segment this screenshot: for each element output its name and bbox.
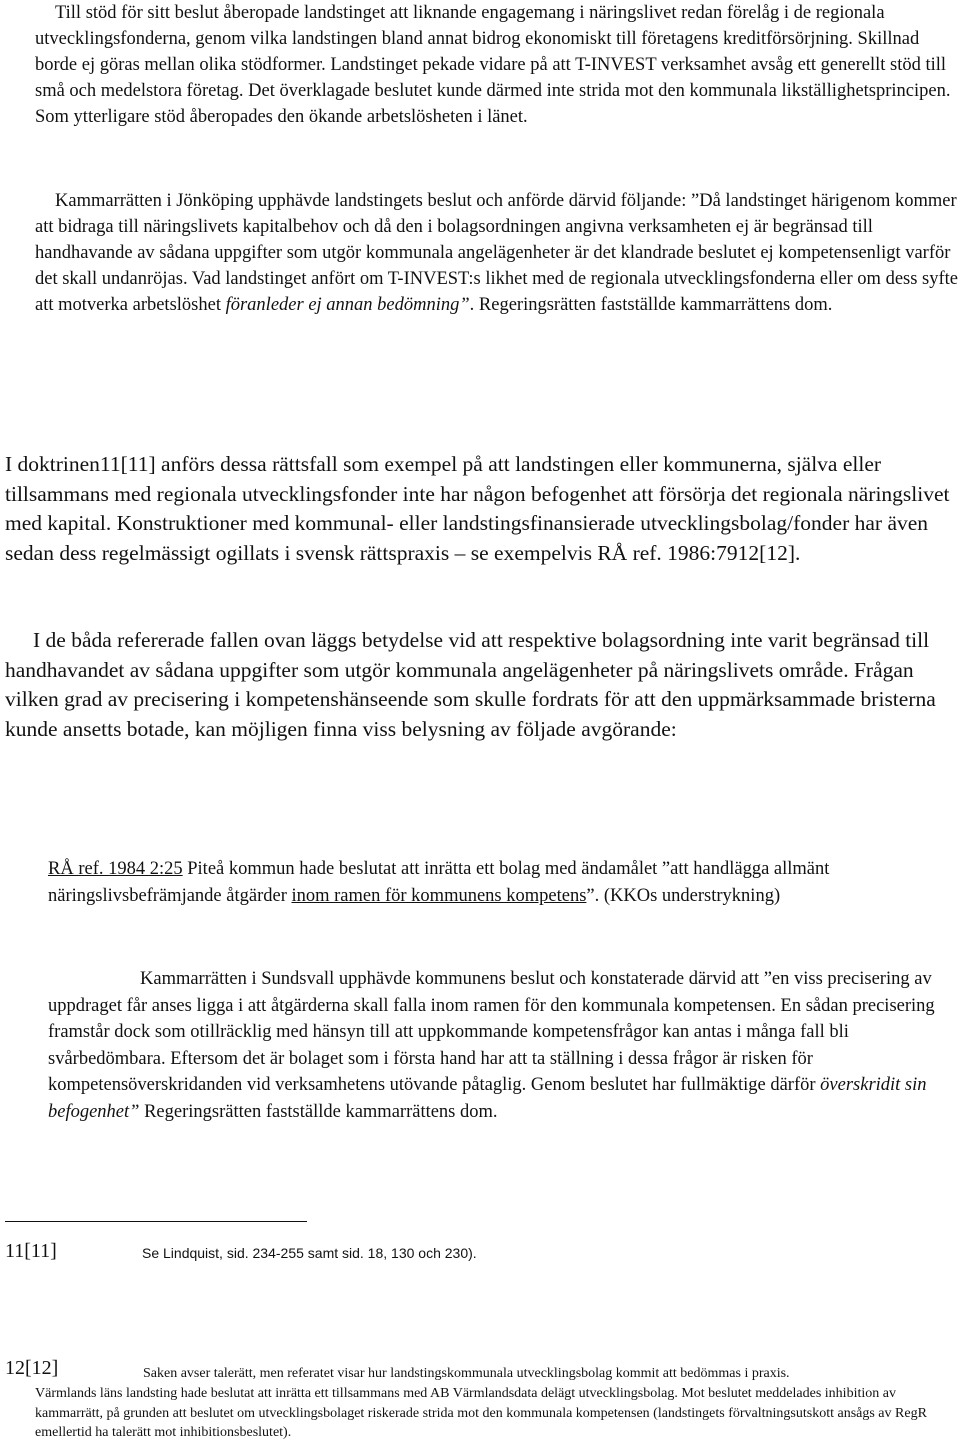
footnote-12-line1: Saken avser talerätt, men referatet visar hur landstingskommunala utvecklingsbolag kommit att bedömmas i praxis. bbox=[143, 1366, 790, 1381]
quote-1-tail: ”. (KKOs understrykning) bbox=[586, 885, 781, 906]
quote-2-text: Kammarrätten i Sundsvall upphävde kommunens beslut och konstaterade därvid att ”en viss precisering av uppdraget får anses ligga i att åtgärderna skall falla inom ramen för den kommunala kompetensen. En sådan precisering framstår dock som otillräcklig med hänsyn till att uppkommande kompetensfrågor kan antas i många fall bli svårbedömbara. Eftersom det är bolaget som i första hand har att ta ställning i dessa frågor är risken för kompetensöverskridanden vid verksamhetens utövande påtaglig. Genom beslutet har fullmäktige därför bbox=[48, 969, 935, 1095]
quote-2-tail: Regeringsrätten fastställde kammarrättens dom. bbox=[139, 1101, 498, 1122]
paragraph-4 bbox=[5, 626, 955, 744]
quote-1-text: Piteå kommun hade beslutat att inrätta ett bolag med ändamålet ”att handlägga allmänt näringslivsbefrämjande åtgärder bbox=[48, 859, 830, 906]
footnote-12 bbox=[5, 1357, 955, 1380]
footnote-11-text: Se Lindquist, sid. 234-255 samt sid. 18, 130 och 230). bbox=[142, 1245, 477, 1261]
paragraph-1 bbox=[35, 0, 960, 130]
paragraph-2 bbox=[35, 188, 960, 318]
paragraph-3-text: I doktrinen11[11] anförs dessa rättsfall som exempel på att landstingen eller kommunerna, själva eller tillsammans med regionala utvecklingsfonder inte har någon befogenhet att försörja det regionala näringslivet med kapital. Konstruktioner med kommunal- eller landstingsfinansierade utvecklingsbolag/fonder har även sedan dess regelmässigt ogillats i svensk rättspraxis – se exempelvis RÅ ref. 1986:7912[12]. bbox=[5, 452, 950, 565]
paragraph-3 bbox=[5, 450, 955, 568]
paragraph-2-italic: föranleder ej annan bedömning” bbox=[225, 295, 470, 315]
paragraph-2-text: Kammarrätten i Jönköping upphävde landstingets beslut och anförde därvid följande: ”Då landstinget härigenom kommer att bidraga till näringslivets kapitalbehov och då den i bolagsordningen angivna verksamheten ej är begränsad till handhavande av sådana uppgifter som utgör kommunala angelägenheter är det klandrade beslutet ej kompetensenligt varför det skall undanröjas. Vad landstinget anfört om T-INVEST:s likhet med de regionala utvecklingsfonderna eller om dess syfte att motverka arbetslöshet bbox=[35, 191, 959, 315]
footnote-divider bbox=[5, 1221, 307, 1222]
quote-1 bbox=[48, 856, 953, 909]
case-reference: RÅ ref. 1984 2:25 bbox=[48, 859, 183, 879]
quote-1-underlined: inom ramen för kommunens kompetens bbox=[291, 885, 587, 906]
paragraph-4-text: I de båda refererade fallen ovan läggs betydelse vid att respektive bolagsordning inte varit begränsad till handhavandet av sådana uppgifter som utgör kommunala angelägenheter på näringslivets område. Frågan vilken grad av precisering i kompetenshänseende som skulle fordrats för att den uppmärksammade bristerna kunde ansetts botade, kan möjligen finna viss belysning av följade avgörande: bbox=[5, 628, 936, 741]
quote-2-italic: överskridit sin befogenhet” bbox=[48, 1075, 927, 1122]
footnote-12-marker: 12[12] bbox=[5, 1357, 59, 1379]
paragraph-1-text: Till stöd för sitt beslut åberopade landstinget att liknande engagemang i näringslivet redan förelåg i de regionala utvecklingsfonderna, genom vilka landstingen bland annat bidrog ekonomiskt till företagens kreditförsörjning. Skillnad borde ej göras mellan olika stödformer. Landstinget pekade vidare på att T-INVEST verksamhet avsåg ett generellt stöd till små och medelstora företag. Det överklagade beslutet kunde därmed inte strida mot den kommunala likställighetsprincipen. Som ytterligare stöd åberopades den ökande arbetslösheten i länet. bbox=[35, 3, 951, 127]
quote-2 bbox=[48, 966, 958, 1125]
footnote-11 bbox=[5, 1240, 955, 1263]
footnote-12-rest bbox=[35, 1384, 955, 1443]
footnote-11-marker: 11[11] bbox=[5, 1240, 57, 1262]
paragraph-2-tail: . Regeringsrätten fastställde kammarrättens dom. bbox=[469, 295, 833, 315]
footnote-12-rest-text: Värmlands läns landsting hade beslutat att inrätta ett tillsammans med AB Värmlandsdata delägt utvecklingsbolag. Mot beslutet meddelades inhibition av kammarrätt, på grunden att beslutet om utvecklingsbolaget riskerade strida mot den kommunala kompetensen (landstingets förvaltningsutskott ansågs av RegR emellertid ha talerätt mot inhibitionsbeslutet). bbox=[35, 1386, 927, 1440]
